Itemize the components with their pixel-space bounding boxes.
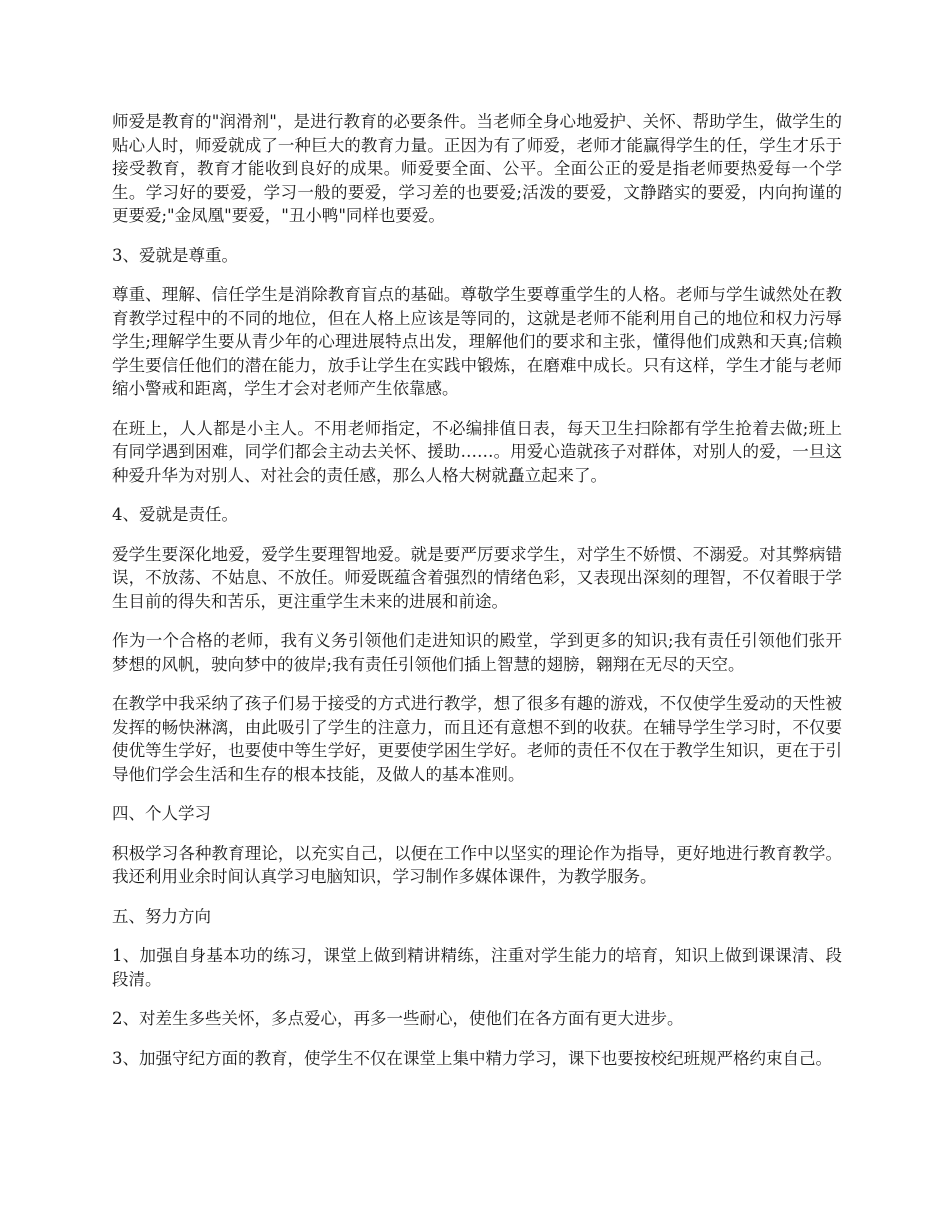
list-item-1: 1、加强自身基本功的练习，课堂上做到精讲精练，注重对学生能力的培育，知识上做到课课清、段段清。 (112, 946, 842, 989)
paragraph-teacher-love: 师爱是教育的"润滑剂"，是进行教育的必要条件。当老师全身心地爱护、关怀、帮助学生，做学生的贴心人时，师爱就成了一种巨大的教育力量。正因为有了师爱，老师才能赢得学生的任，学生才乐于接受教育，教育才能收到良好的成果。师爱要全面、公平。全面公正的爱是指老师要热爱每一个学生。学习好的要爱，学习一般的要爱，学习差的也要爱;活泼的要爱，文静踏实的要爱，内向拘谨的更要爱;"金凤凰"要爱，"丑小鸭"同样也要爱。 (112, 112, 842, 225)
document-page (112, 110, 842, 1086)
heading-love-is-responsibility: 4、爱就是责任。 (112, 505, 238, 524)
paragraph-class-owners: 在班上，人人都是小主人。不用老师指定，不必编排值日表，每天卫生扫除都有学生抢着去做;班上有同学遇到困难，同学们都会主动去关怀、援助……。用爱心造就孩子对群体，对别人的爱，一旦这种爱升华为对别人、对社会的责任感，那么人格大树就矗立起来了。 (112, 418, 842, 485)
heading-effort-direction: 五、努力方向 (112, 906, 211, 926)
paragraph-qualified-teacher: 作为一个合格的老师，我有义务引领他们走进知识的殿堂，学到更多的知识;我有责任引领他们张开梦想的风帆，驶向梦中的彼岸;我有责任引领他们插上智慧的翅膀，翱翔在无尽的天空。 (112, 631, 842, 674)
paragraph-teaching-method: 在教学中我采纳了孩子们易于接受的方式进行教学，想了很多有趣的游戏，不仅使学生爱动的天性被发挥的畅快淋漓，由此吸引了学生的注意力，而且还有意想不到的收获。在辅导学生学习时，不仅要使优等生学好，也要使中等生学好，更要使学困生学好。老师的责任不仅在于教学生知识，更在于引导他们学会生活和生存的根本技能，及做人的基本准则。 (112, 694, 842, 784)
paragraph-respect: 尊重、理解、信任学生是消除教育盲点的基础。尊敬学生要尊重学生的人格。老师与学生诚然处在教育教学过程中的不同的地位，但在人格上应该是等同的，这就是老师不能利用自己的地位和权力污辱学生;理解学生要从青少年的心理进展特点出发，理解他们的要求和主张，懂得他们成熟和天真;信赖学生要信任他们的潜在能力，放手让学生在实践中锻炼，在磨难中成长。只有这样，学生才能与老师缩小警戒和距离，学生才会对老师产生依靠感。 (112, 285, 842, 398)
list-item-3: 3、加强守纪方面的教育，使学生不仅在课堂上集中精力学习，课下也要按校纪班规严格约束自己。 (112, 1048, 832, 1068)
heading-love-is-respect: 3、爱就是尊重。 (112, 245, 238, 265)
paragraph-personal-study: 积极学习各种教育理论，以充实自己，以便在工作中以坚实的理论作为指导，更好地进行教育教学。我还利用业余时间认真学习电脑知识，学习制作多媒体课件，为教学服务。 (112, 843, 842, 886)
heading-personal-study: 四、个人学习 (112, 804, 211, 823)
paragraph-deep-love: 爱学生要深化地爱，爱学生要理智地爱。就是要严厉要求学生，对学生不娇惯、不溺爱。对其弊病错误，不放荡、不姑息、不放任。师爱既蕴含着强烈的情绪色彩，又表现出深刻的理智，不仅着眼于学生目前的得失和苦乐，更注重学生未来的进展和前途。 (112, 544, 842, 611)
list-item-2: 2、对差生多些关怀，多点爱心，再多一些耐心，使他们在各方面有更大进步。 (112, 1009, 684, 1028)
